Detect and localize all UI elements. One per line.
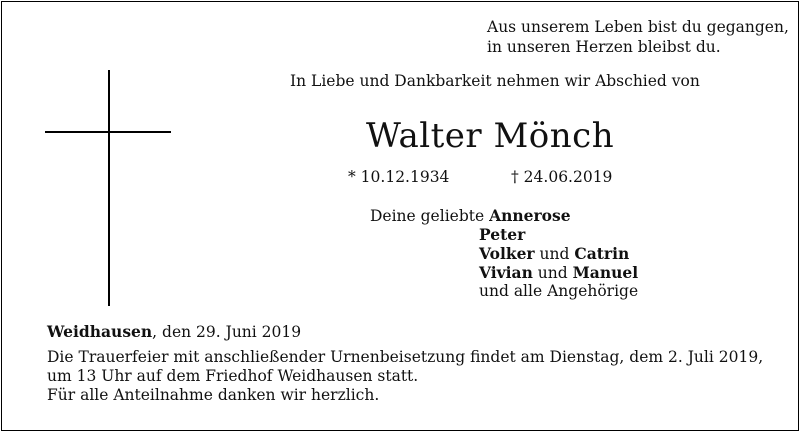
mourner-name: Manuel (572, 263, 639, 282)
motto-verse (487, 17, 789, 57)
mourner-name: Catrin (574, 244, 630, 263)
mourner-name: Volker (479, 244, 535, 263)
death-date: † 24.06.2019 (511, 168, 613, 186)
notice-line-1: Die Trauerfeier mit anschließender Urnenbeisetzung findet am Dienstag, dem 2. Juli 2019, (47, 348, 764, 366)
mourner-row (370, 244, 638, 263)
cross-symbol-vertical (108, 70, 110, 306)
mourner-row (370, 206, 638, 225)
motto-line-2: in unseren Herzen bleibst du. (487, 38, 721, 56)
mourner-row (370, 282, 638, 301)
mourner-name: Annerose (489, 206, 571, 225)
mourners-list (370, 206, 638, 301)
place-date: , den 29. Juni 2019 (152, 323, 302, 341)
notice-line-2: um 13 Uhr auf dem Friedhof Weidhausen statt. (47, 367, 419, 385)
mourner-name: Peter (479, 225, 526, 244)
mourner-conjunction: und (537, 264, 568, 282)
motto-line-1: Aus unserem Leben bist du gegangen, (487, 18, 789, 36)
mourner-row (370, 225, 638, 244)
cross-symbol-horizontal (45, 131, 171, 133)
place-town: Weidhausen (47, 322, 153, 341)
mourner-conjunction: und (539, 245, 570, 263)
birth-date: * 10.12.1934 (348, 168, 450, 186)
place-date-line (47, 322, 301, 342)
mourner-row (370, 263, 638, 282)
mourners-prefix: Deine geliebte (370, 207, 485, 225)
mourners-closing: und alle Angehörige (479, 282, 639, 300)
mourner-name: Vivian (479, 263, 533, 282)
funeral-notice (47, 348, 763, 405)
notice-line-3: Für alle Anteilnahme danken wir herzlich. (47, 386, 380, 404)
deceased-name: Walter Mönch (366, 116, 615, 156)
intro-text: In Liebe und Dankbarkeit nehmen wir Abschied von (290, 72, 700, 90)
